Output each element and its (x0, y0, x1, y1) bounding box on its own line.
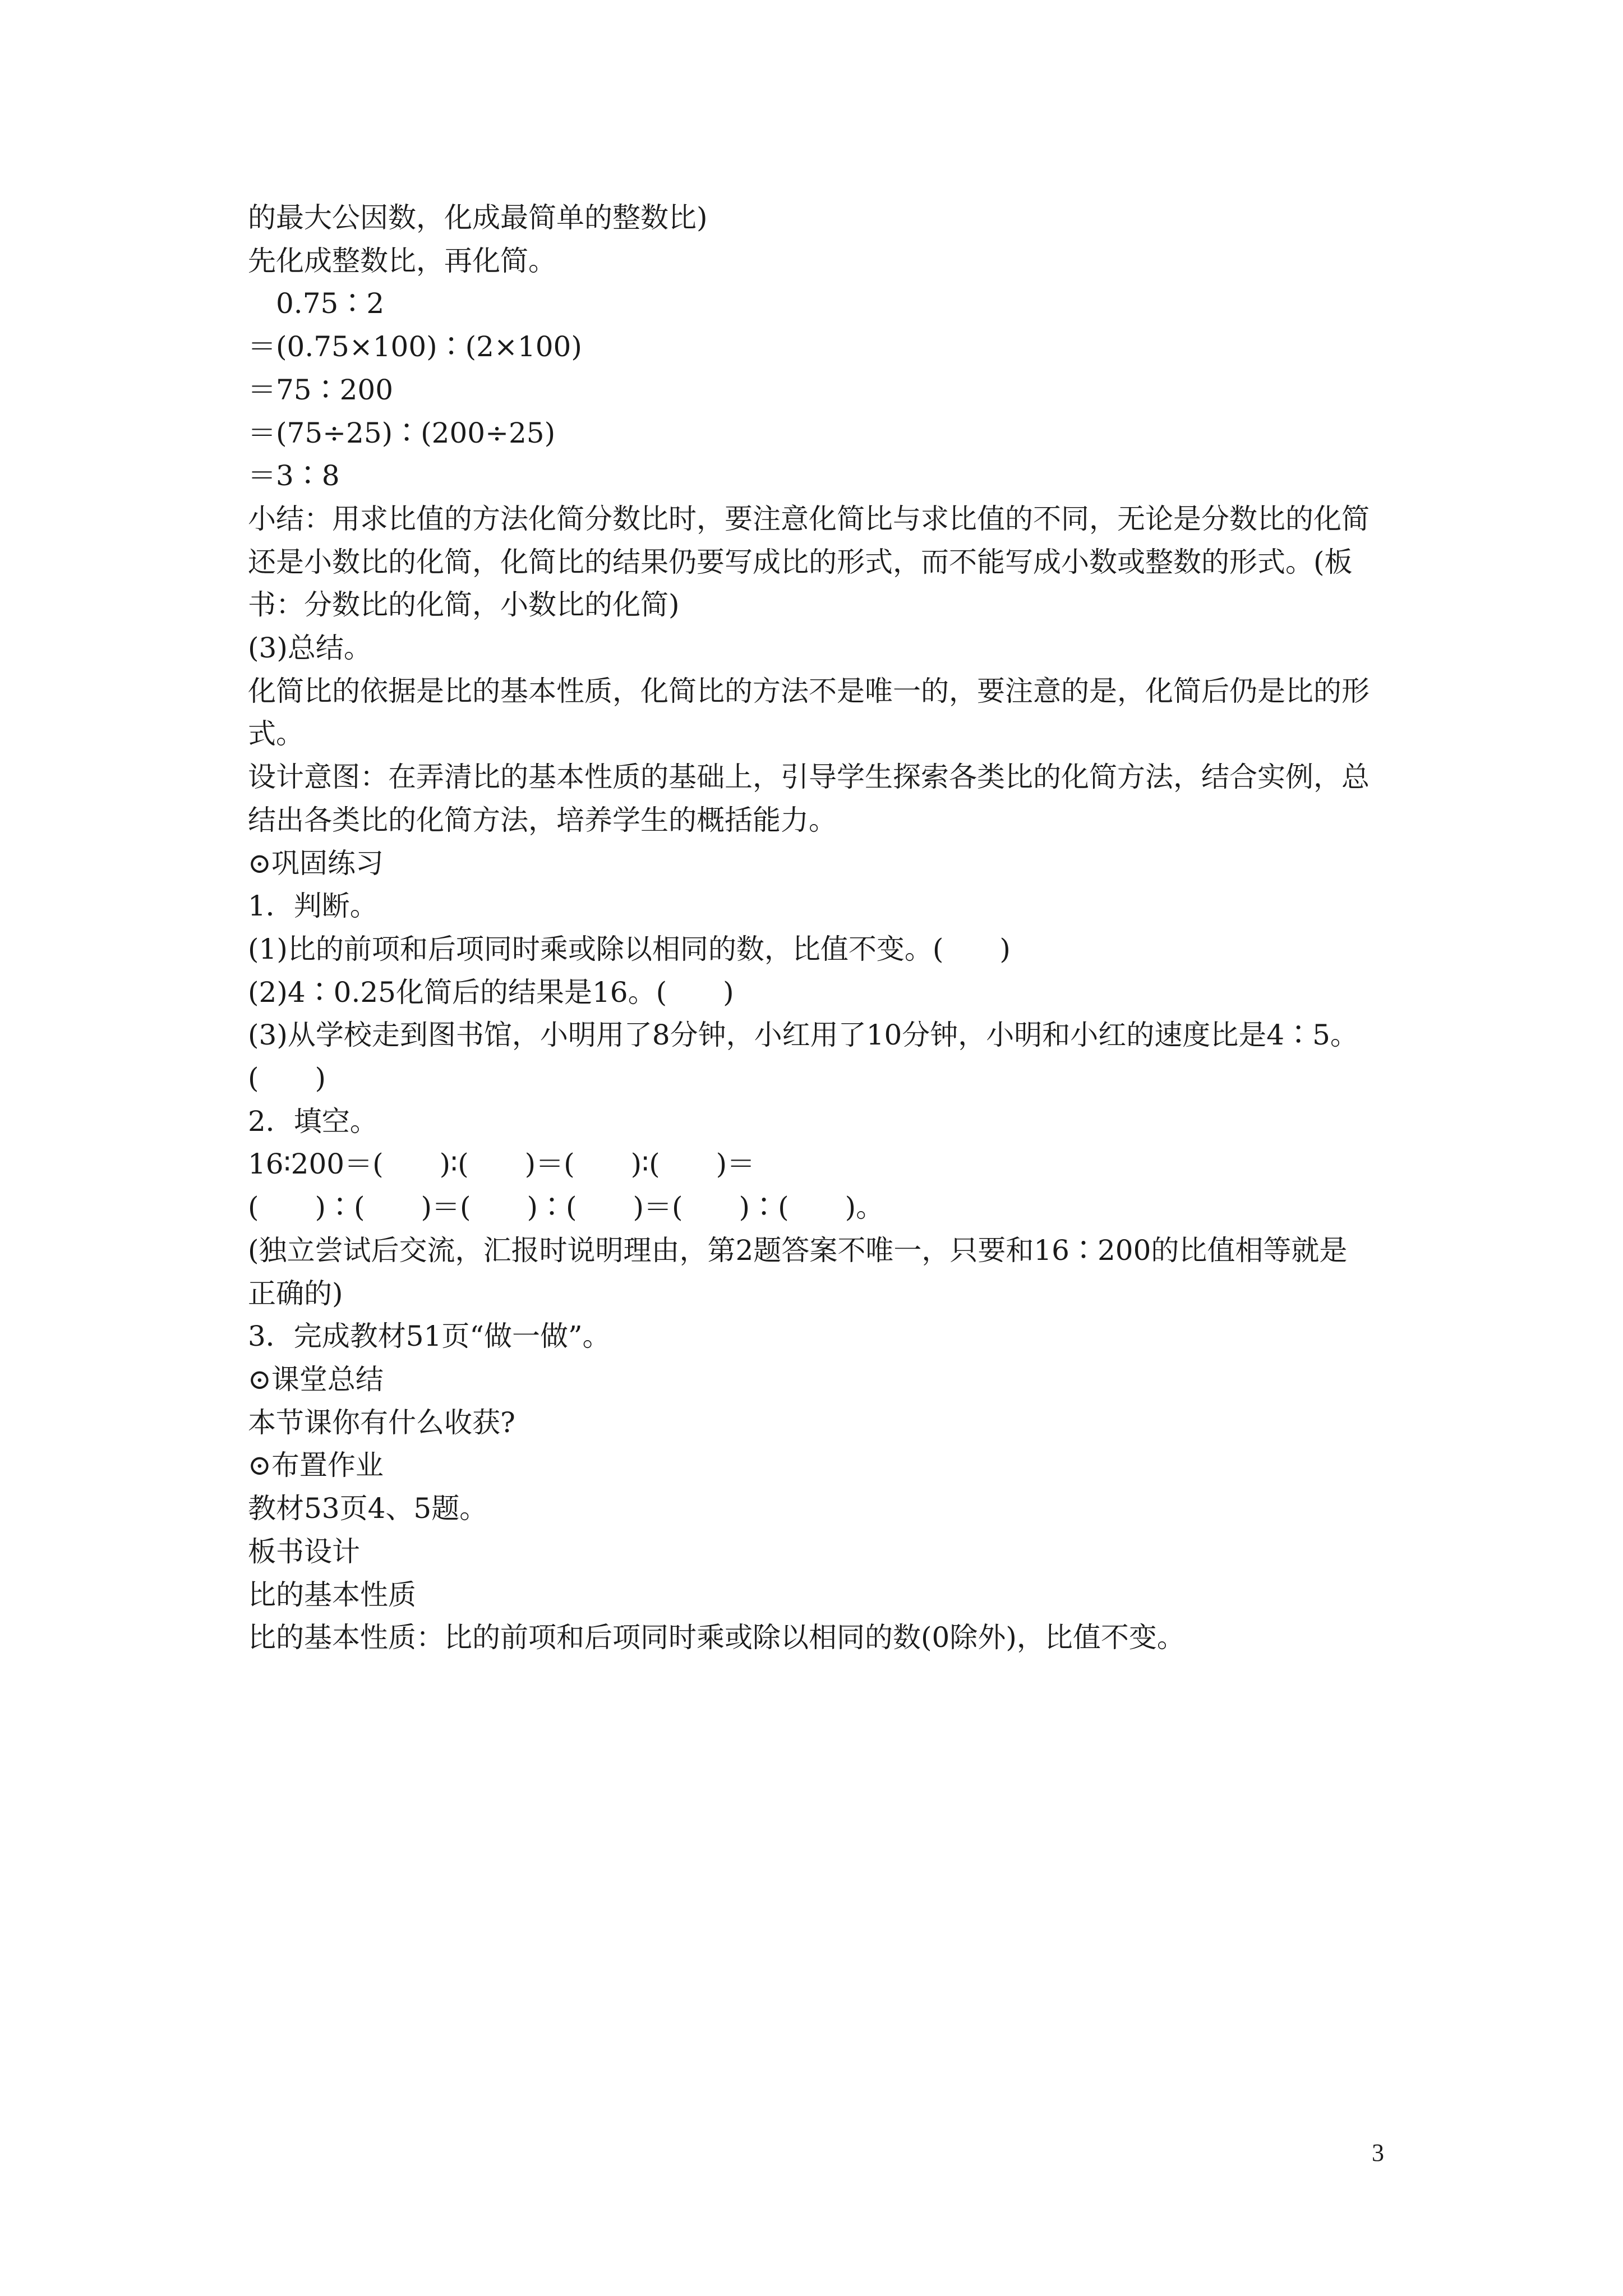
document-body (248, 196, 1392, 1659)
math-line: ＝(0.75×100)∶(2×100) (248, 330, 582, 364)
exercise-item: ( )∶( )＝( )∶( )＝( )∶( )。 (248, 1191, 884, 1224)
exercise-item: (2)4∶0.25化简后的结果是16。( ) (248, 976, 734, 1009)
board-design-heading: 板书设计 (248, 1535, 360, 1568)
exercise-item: ( ) (248, 1062, 326, 1095)
board-design-content: 比的基本性质：比的前项和后项同时乘或除以相同的数(0除外)，比值不变。 (248, 1621, 1185, 1654)
design-intent-line: 结出各类比的化简方法，培养学生的概括能力。 (248, 803, 837, 836)
math-line: ＝(75÷25)∶(200÷25) (248, 416, 556, 449)
section-heading: ⊙课堂总结 (248, 1363, 384, 1396)
page-number: 3 (1372, 2139, 1384, 2166)
board-design-title: 比的基本性质 (248, 1578, 416, 1611)
text-line: 先化成整数比，再化简。 (248, 244, 556, 277)
summary-line: 还是小数比的化简，化简比的结果仍要写成比的形式，而不能写成小数或整数的形式。(板 (248, 545, 1353, 578)
exercise-heading: 1．判断。 (248, 890, 378, 923)
text-line: 教材53页4、5题。 (248, 1492, 488, 1525)
section-heading: ⊙布置作业 (248, 1449, 384, 1482)
math-line: ＝75∶200 (248, 373, 394, 406)
exercise-heading: 3．完成教材51页“做一做”。 (248, 1320, 611, 1353)
text-line: 化简比的依据是比的基本性质，化简比的方法不是唯一的，要注意的是，化简后仍是比的形 (248, 674, 1370, 707)
summary-line: 小结：用求比值的方法化简分数比时，要注意化简比与求比值的不同，无论是分数比的化简 (248, 502, 1370, 535)
design-intent-line: 设计意图：在弄清比的基本性质的基础上，引导学生探索各类比的化简方法，结合实例，总 (248, 761, 1370, 794)
exercise-heading: 2．填空。 (248, 1105, 378, 1138)
summary-line: 书：分数比的化简，小数比的化简) (248, 588, 680, 622)
note-line: 正确的) (248, 1277, 343, 1310)
math-line: ＝3∶8 (248, 459, 340, 493)
text-line: 本节课你有什么收获? (248, 1406, 515, 1439)
math-line: 0.75∶2 (248, 287, 385, 320)
exercise-item: (1)比的前项和后项同时乘或除以相同的数，比值不变。( ) (248, 932, 1011, 965)
text-line: 式。 (248, 717, 304, 751)
exercise-item: (3)从学校走到图书馆，小明用了8分钟，小红用了10分钟，小明和小红的速度比是4∶5。 (248, 1019, 1358, 1052)
text-line: 的最大公因数，化成最简单的整数比) (248, 201, 708, 234)
section-heading: (3)总结。 (248, 632, 372, 665)
exercise-item: 16∶200＝( )∶( )＝( )∶( )＝ (248, 1148, 755, 1181)
note-line: (独立尝试后交流，汇报时说明理由，第2题答案不唯一，只要和16∶200的比值相等就是 (248, 1234, 1348, 1267)
section-heading: ⊙巩固练习 (248, 846, 384, 880)
